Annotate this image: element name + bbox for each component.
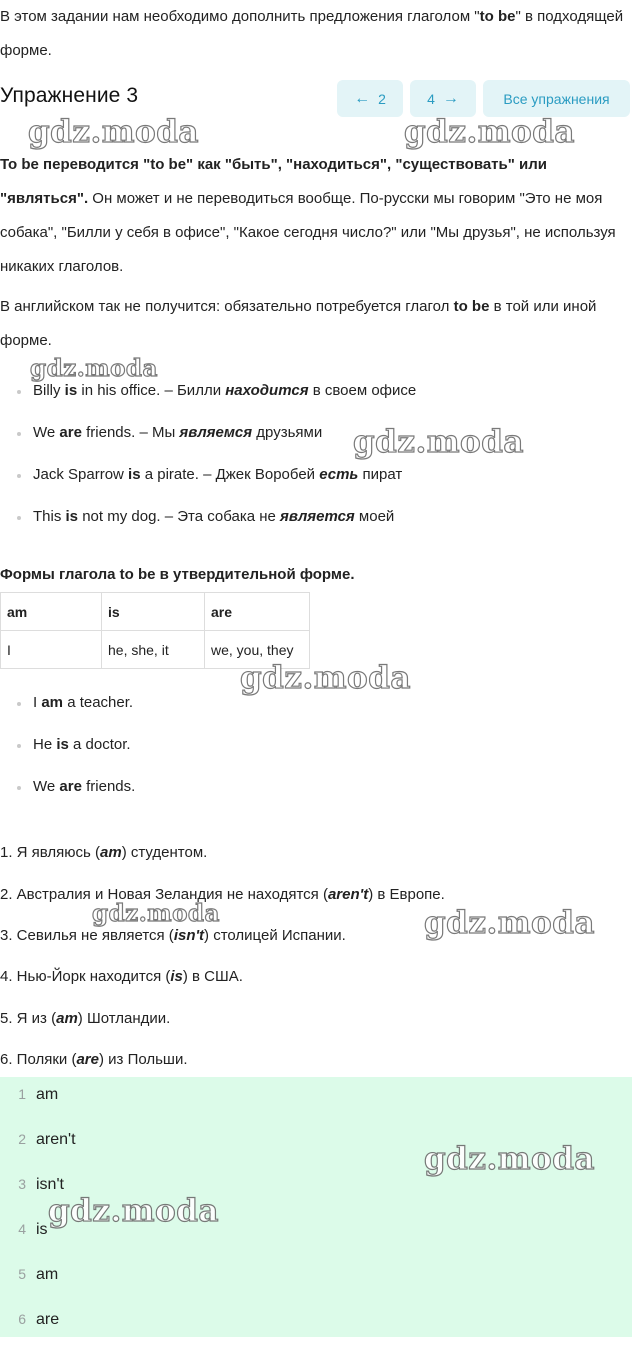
exercise-item: 5. Я из (am) Шотландии. [0,1010,171,1027]
answer-number: 2 [18,1131,26,1147]
exercise-item: 2. Австралия и Новая Зеландия не находятся (aren't) в Европе. [0,886,445,903]
answer-text: isn't [36,1176,64,1193]
answer-number: 3 [18,1176,26,1192]
forms-table [0,592,310,669]
watermark: gdz.moda [424,1141,595,1177]
explanation-paragraph-2: В английском так не получится: обязательно потребуется глагол to be в той или иной форме. [0,298,597,349]
next-exercise-button[interactable] [410,80,476,117]
prev-exercise-label: 2 [378,90,386,107]
examples-list [0,381,416,549]
watermark: gdz.moda [240,660,411,696]
prev-exercise-button[interactable] [337,80,403,117]
answer-number: 4 [18,1221,26,1237]
exercise-item: 1. Я являюсь (am) студентом. [0,844,208,861]
list-item: We are friends. [0,777,135,819]
intro-paragraph: В этом задании нам необходимо дополнить предложения глаголом "to be" в подходящей форме. [0,8,624,59]
answer-row [0,1266,58,1284]
answer-row [0,1221,48,1239]
page-title: Упражнение 3 [0,84,139,107]
form-examples-list [0,693,135,819]
list-item: He is a doctor. [0,735,135,777]
watermark: gdz.moda [424,905,595,941]
exercise-item: 3. Севилья не является (isn't) столицей Испании. [0,927,346,944]
table-header-cell: are [205,593,310,631]
table-header-row [1,593,310,631]
watermark: gdz.moda [30,355,158,382]
list-item: This is not my dog. – Эта собака не является моей [0,507,416,549]
answer-row [0,1086,58,1104]
exercise-item: 6. Поляки (are) из Польши. [0,1051,188,1068]
all-exercises-button[interactable] [483,80,630,117]
list-item: Jack Sparrow is a pirate. – Джек Воробей есть пират [0,465,416,507]
answer-text: aren't [36,1131,76,1148]
explanation-bold: To be переводится "to be" как "быть", "находиться", "существовать" или "являться". [0,156,548,207]
list-item: Billy is in his office. – Билли находится в своем офисе [0,381,416,423]
answer-row [0,1311,59,1329]
watermark: gdz.moda [48,1193,219,1229]
watermark: gdz.moda [28,114,199,150]
all-exercises-label: Все упражнения [503,90,610,107]
answer-number: 5 [18,1266,26,1282]
table-cell: we, you, they [205,631,310,669]
table-cell: I [1,631,102,669]
table-header-cell: am [1,593,102,631]
list-item: I am a teacher. [0,693,135,735]
watermark: gdz.moda [92,900,220,927]
exercise-item: 4. Нью-Йорк находится (is) в США. [0,968,243,985]
table-header-cell: is [102,593,205,631]
forms-heading: Формы глагола to be в утвердительной форме. [0,566,355,583]
table-cell: he, she, it [102,631,205,669]
arrow-left-icon: ← [354,89,371,107]
intro-bold: to be [479,8,516,25]
answer-text: is [36,1221,48,1238]
answer-row [0,1131,76,1149]
answer-text: am [36,1266,59,1283]
next-exercise-label: 4 [427,90,435,107]
answer-number: 6 [18,1311,26,1327]
arrow-right-icon: → [442,89,459,107]
explanation-paragraph: To be переводится "to be" как "быть", "находиться", "существовать" или "являться". Он может и не переводиться вообще. По-русски мы говорим "Это не моя собака", "Билли у себя в офисе", "Какое сегодня число?" или "Мы друзья", не используя никаких глаголов. [0,156,616,275]
watermark: gdz.moda [353,424,524,460]
answer-text: am [36,1086,59,1103]
answer-row [0,1176,64,1194]
answer-number: 1 [18,1086,26,1102]
list-item: We are friends. – Мы являемся друзьями [0,423,416,465]
watermark: gdz.moda [404,114,575,150]
answer-text: are [36,1311,60,1328]
